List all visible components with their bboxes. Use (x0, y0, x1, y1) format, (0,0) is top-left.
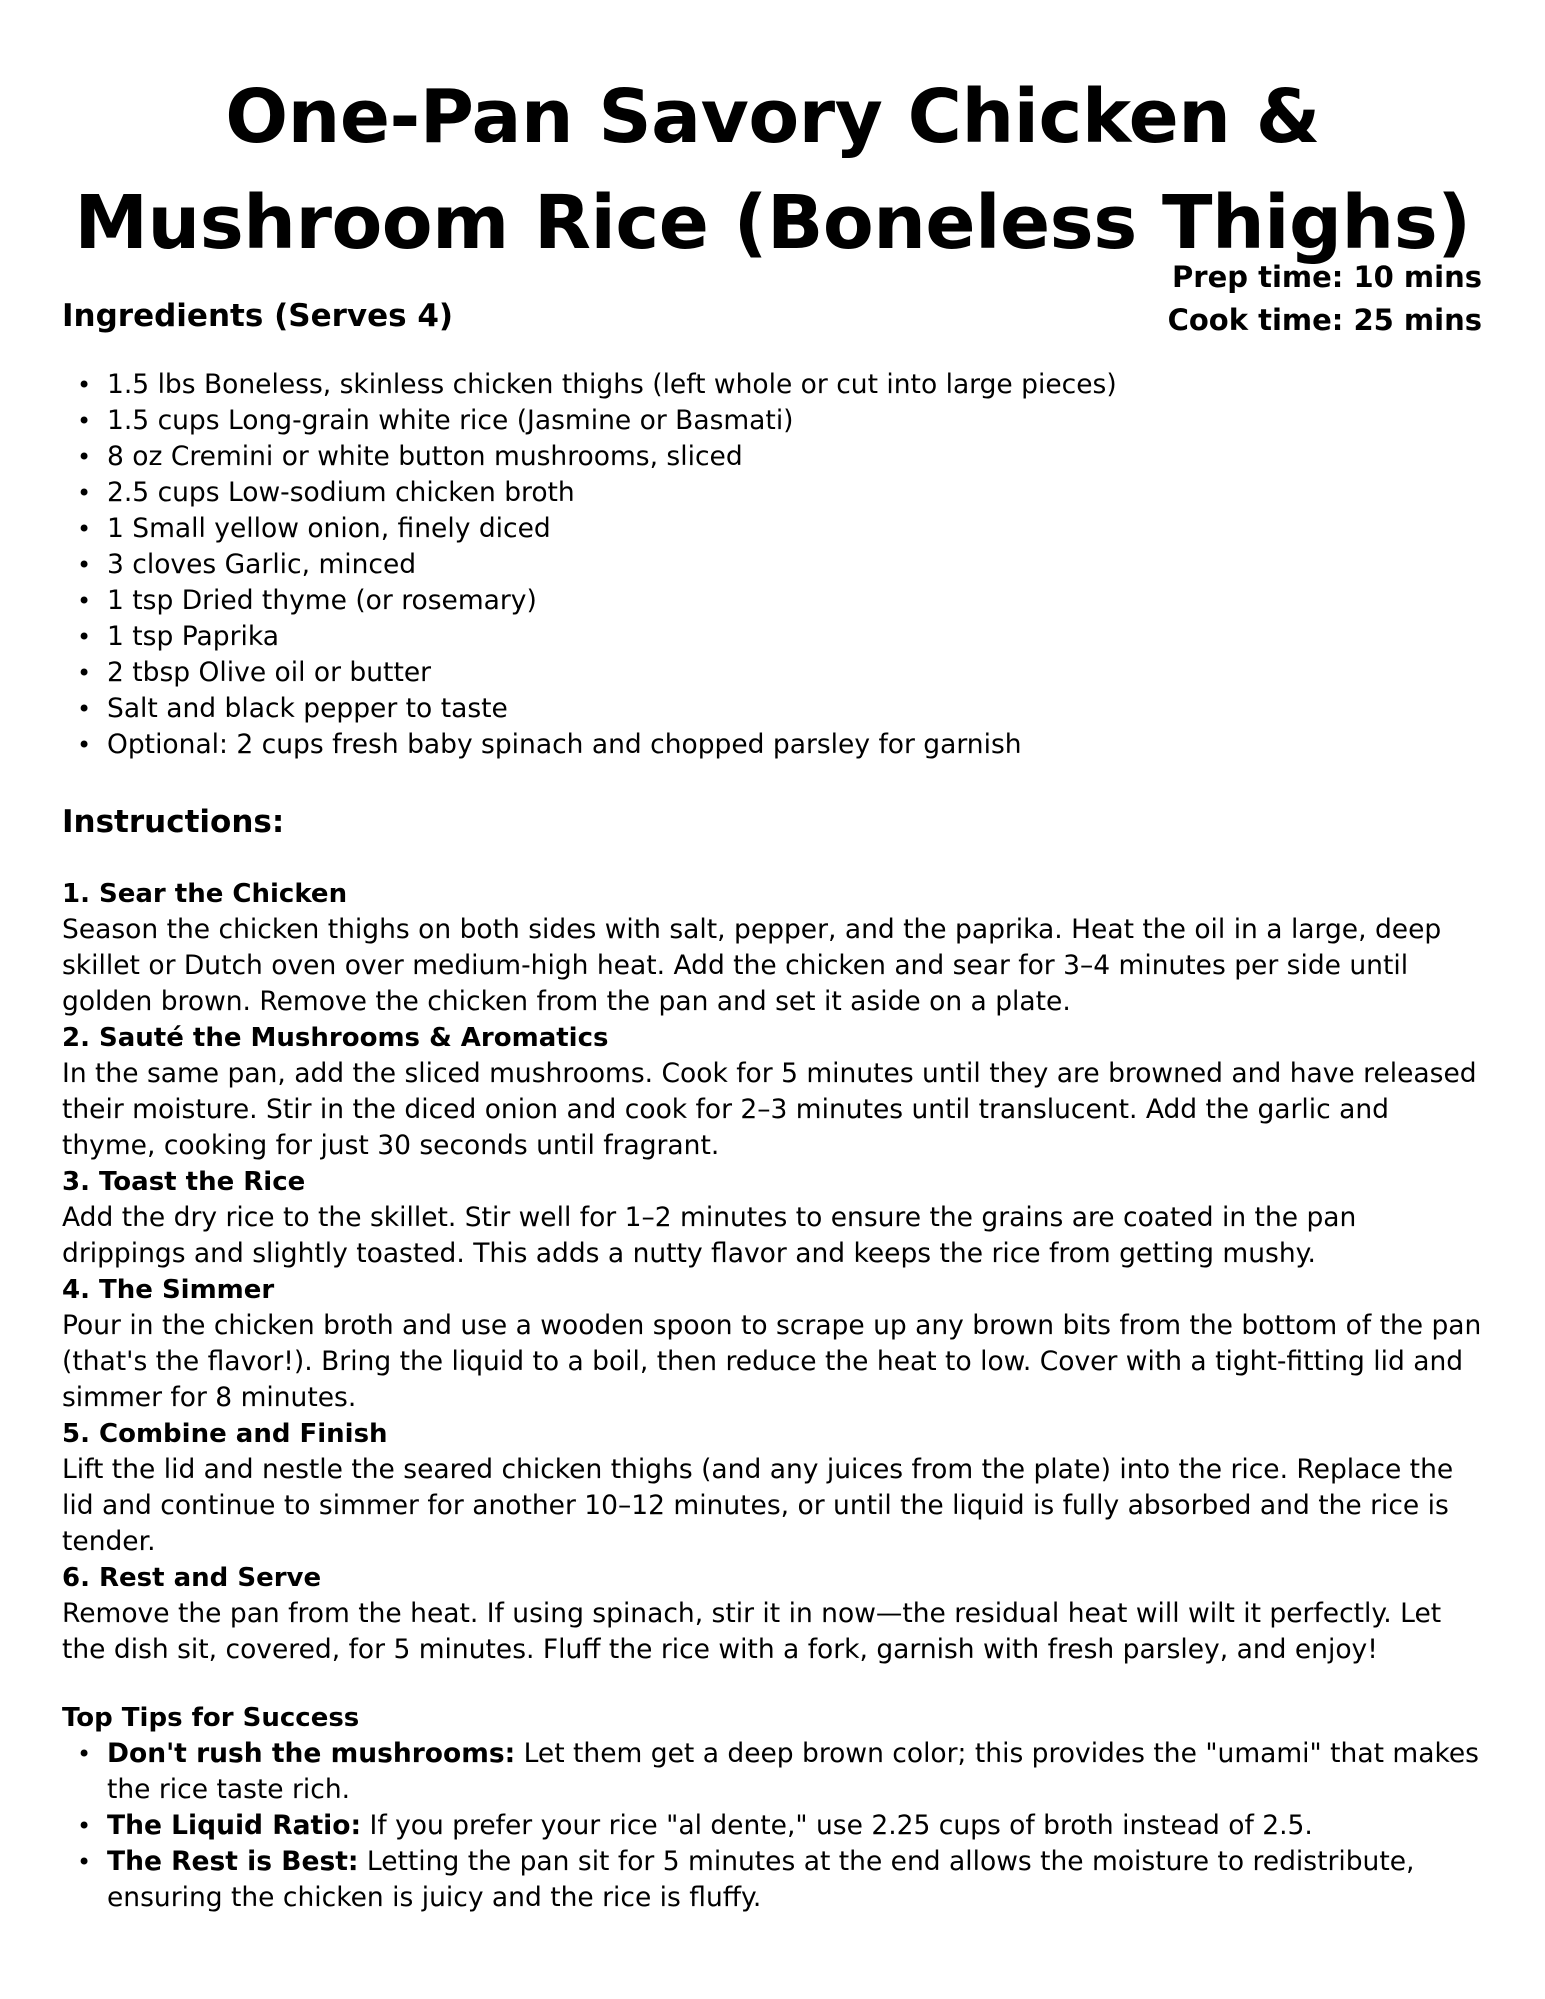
ingredient-text: 2.5 cups Low-sodium chicken broth (107, 477, 575, 508)
bullet-icon: • (77, 443, 92, 471)
bullet-icon: • (77, 371, 92, 399)
bullet-icon: • (77, 407, 92, 435)
tip-item (62, 1844, 1482, 1916)
ingredient-item (62, 691, 1462, 727)
bullet-icon: • (77, 551, 92, 579)
ingredient-text: 3 cloves Garlic, minced (107, 549, 417, 580)
ingredient-item (62, 475, 1462, 511)
step-title: 5. Combine and Finish (62, 1419, 388, 1449)
prep-time: Prep time: 10 mins (1172, 260, 1482, 294)
tip-label: The Liquid Ratio: (107, 1810, 362, 1841)
step-title: 1. Sear the Chicken (62, 879, 348, 909)
ingredient-item (62, 403, 1462, 439)
bullet-icon: • (77, 659, 92, 687)
ingredient-text: 8 oz Cremini or white button mushrooms, sliced (107, 441, 743, 472)
ingredient-item (62, 511, 1462, 547)
bullet-icon: • (77, 515, 92, 543)
bullet-icon: • (77, 695, 92, 723)
tip-text: Letting the pan sit for 5 minutes at the end allows the moisture to redistribute, ensuring the chicken is juicy and the rice is fluffy. (107, 1846, 1415, 1913)
ingredient-text: 1.5 cups Long-grain white rice (Jasmine or Basmati) (107, 405, 794, 436)
step-text: In the same pan, add the sliced mushrooms. Cook for 5 minutes until they are browned and have released their moisture. Stir in the diced onion and cook for 2–3 minutes until translucent. Add the garlic and thyme, cooking for just 30 seconds until fragrant. (62, 1058, 1477, 1161)
tip-text: Let them get a deep brown color; this provides the "umami" that makes the rice taste rich. (107, 1738, 1479, 1805)
ingredients-heading: Ingredients (Serves 4) (62, 298, 454, 334)
page-title: One-Pan Savory Chicken & Mushroom Rice (Boneless Thighs) (74, 74, 1471, 266)
ingredient-item (62, 655, 1462, 691)
tip-label: The Rest is Best: (107, 1846, 359, 1877)
step-text: Lift the lid and nestle the seared chicken thighs (and any juices from the plate) into the rice. Replace the lid and continue to simmer for another 10–12 minutes, or until the liquid is fully absorbed and the rice is tender. (62, 1454, 1454, 1557)
ingredient-text: 1 Small yellow onion, finely diced (107, 513, 551, 544)
ingredients-list (62, 367, 1462, 763)
tips-list (62, 1736, 1482, 1916)
step-text: Pour in the chicken broth and use a wooden spoon to scrape up any brown bits from the bottom of the pan (that's the flavor!). Bring the liquid to a boil, then reduce the heat to low. Cover with a tight-fitting lid and simmer for 8 minutes. (62, 1310, 1482, 1413)
ingredient-item (62, 583, 1462, 619)
bullet-icon: • (77, 1740, 92, 1768)
ingredient-text: 1.5 lbs Boneless, skinless chicken thighs (left whole or cut into large pieces) (107, 369, 1117, 400)
step-title: 6. Rest and Serve (62, 1563, 322, 1593)
time-info (1168, 256, 1482, 342)
step (62, 1560, 1482, 1668)
bullet-icon: • (77, 587, 92, 615)
ingredient-item (62, 367, 1462, 403)
tips-heading: Top Tips for Success (62, 1703, 360, 1733)
instructions-steps (62, 876, 1482, 1668)
step-title: 4. The Simmer (62, 1275, 275, 1305)
instructions-heading: Instructions: (62, 804, 285, 840)
tip-item (62, 1736, 1482, 1808)
step (62, 1416, 1482, 1560)
bullet-icon: • (77, 1812, 92, 1840)
ingredient-item (62, 727, 1462, 763)
bullet-icon: • (77, 731, 92, 759)
cook-time: Cook time: 25 mins (1167, 303, 1482, 337)
step-text: Remove the pan from the heat. If using spinach, stir it in now—the residual heat will wilt it perfectly. Let the dish sit, covered, for 5 minutes. Fluff the rice with a fork, garnish with fresh parsley, and enjoy! (62, 1598, 1442, 1665)
step (62, 1272, 1482, 1416)
ingredient-text: Optional: 2 cups fresh baby spinach and chopped parsley for garnish (107, 729, 1022, 760)
ingredient-text: 1 tsp Paprika (107, 621, 279, 652)
ingredient-text: 2 tbsp Olive oil or butter (107, 657, 432, 688)
ingredient-text: Salt and black pepper to taste (107, 693, 508, 724)
step-text: Add the dry rice to the skillet. Stir well for 1–2 minutes to ensure the grains are coated in the pan drippings and slightly toasted. This adds a nutty flavor and keeps the rice from getting mushy. (62, 1202, 1357, 1269)
tip-item (62, 1808, 1482, 1844)
tip-label: Don't rush the mushrooms: (107, 1738, 516, 1769)
ingredient-item (62, 439, 1462, 475)
bullet-icon: • (77, 1848, 92, 1876)
step-title: 2. Sauté the Mushrooms & Aromatics (62, 1023, 609, 1053)
ingredient-item (62, 547, 1462, 583)
step-title: 3. Toast the Rice (62, 1167, 306, 1197)
step (62, 876, 1482, 1020)
bullet-icon: • (77, 479, 92, 507)
step-text: Season the chicken thighs on both sides with salt, pepper, and the paprika. Heat the oil in a large, deep skillet or Dutch oven over medium-high heat. Add the chicken and sear for 3–4 minutes per side until golden brown. Remove the chicken from the pan and set it aside on a plate. (62, 914, 1442, 1017)
step (62, 1020, 1482, 1164)
ingredient-text: 1 tsp Dried thyme (or rosemary) (107, 585, 537, 616)
bullet-icon: • (77, 623, 92, 651)
step (62, 1164, 1482, 1272)
ingredient-item (62, 619, 1462, 655)
tip-text: If you prefer your rice "al dente," use 2.25 cups of broth instead of 2.5. (361, 1810, 1313, 1841)
